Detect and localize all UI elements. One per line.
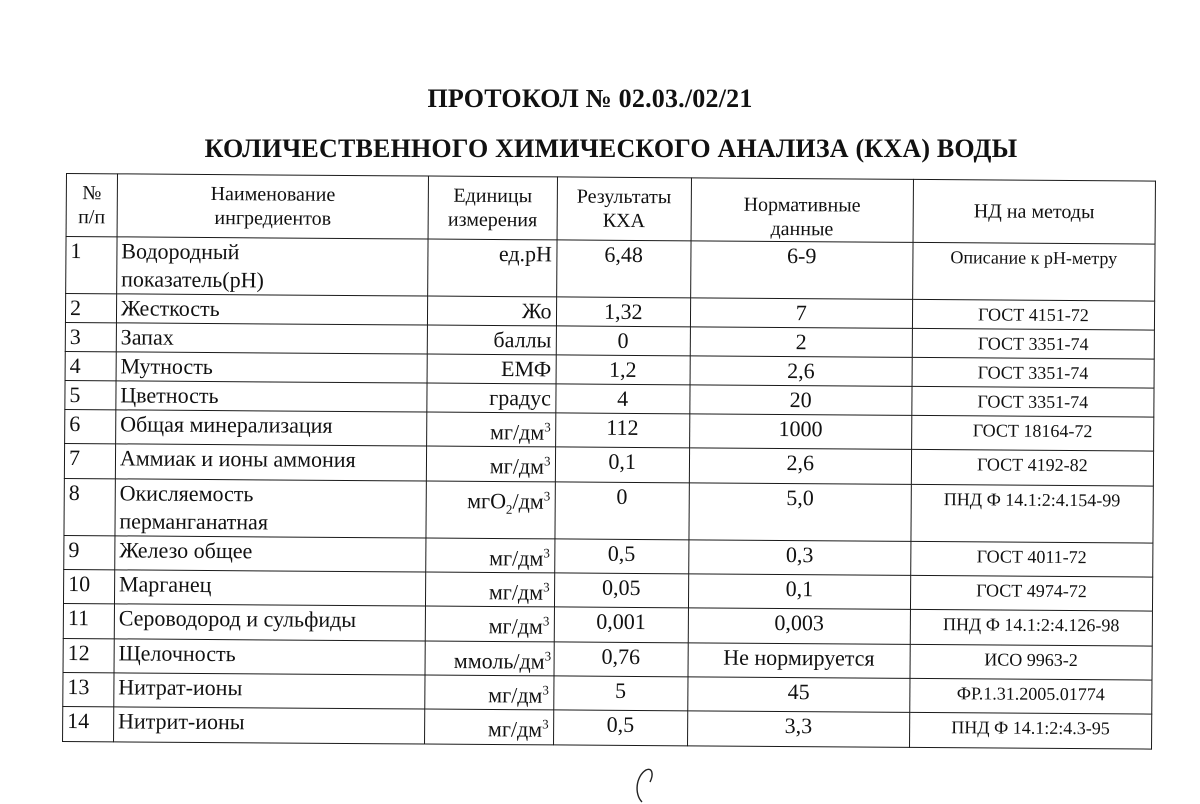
row-num: 11 <box>63 604 114 639</box>
header-num: № п/п <box>66 174 117 237</box>
row-nd: ГОСТ 4974-72 <box>910 575 1152 611</box>
row-name: Марганец <box>114 570 426 607</box>
row-nd: ГОСТ 4192-82 <box>911 450 1153 486</box>
header-norm: Нормативные данные <box>691 178 913 243</box>
row-result: 0,1 <box>555 447 690 482</box>
row-nd: ГОСТ 3351-74 <box>912 386 1154 417</box>
header-result: Результаты КХА <box>557 177 692 241</box>
row-norm: 2,6 <box>690 356 912 387</box>
row-unit: $мгО_2/дм^3$ <box>426 481 555 539</box>
row-name: Общая минерализация <box>115 410 427 447</box>
row-norm: 1000 <box>689 414 911 450</box>
protocol-title: ПРОТОКОЛ № 02.03./02/21 <box>427 84 753 113</box>
protocol-subtitle: КОЛИЧЕСТВЕННОГО ХИМИЧЕСКОГО АНАЛИЗА (КХА) ВОДЫ <box>204 134 1018 163</box>
row-norm: 6-9 <box>691 241 913 300</box>
row-result: 1,32 <box>556 297 691 327</box>
header-nd: НД на методы <box>913 179 1156 244</box>
row-nd: ГОСТ 3351-74 <box>912 357 1154 388</box>
row-result: 0,05 <box>554 573 689 608</box>
analysis-table <box>62 173 1156 749</box>
row-num: 9 <box>64 535 115 570</box>
row-unit: $мг/дм^3$ <box>426 572 554 607</box>
row-norm: 45 <box>688 677 910 713</box>
row-norm: 2 <box>690 327 912 358</box>
row-unit: баллы <box>428 325 556 355</box>
row-num: 4 <box>65 351 116 380</box>
row-unit: $мг/дм^3$ <box>426 606 554 641</box>
row-nd: ГОСТ 18164-72 <box>911 415 1153 451</box>
row-unit: $мг/дм^3$ <box>427 446 555 481</box>
row-unit: ед.pH <box>428 239 557 297</box>
header-unit: Единицы измерения <box>428 176 557 240</box>
row-num: 14 <box>63 707 114 742</box>
row-name: Водородный показатель(pH) <box>117 237 429 296</box>
row-num: 8 <box>64 478 115 535</box>
row-num: 12 <box>63 638 114 673</box>
table-row <box>63 707 1152 749</box>
row-nd: ПНД Ф 14.1:2:4.126-98 <box>910 610 1152 646</box>
table-row <box>64 478 1153 543</box>
row-result: 4 <box>555 384 690 414</box>
row-result: 0,76 <box>554 642 689 677</box>
row-name: Щелочность <box>114 638 426 675</box>
table-header-row <box>66 174 1155 245</box>
row-norm: 2,6 <box>689 448 911 484</box>
row-num: 3 <box>65 322 116 351</box>
row-unit: $мг/дм^3$ <box>425 709 553 744</box>
row-name: Окисляемость перманганатная <box>115 479 427 538</box>
row-result: 0,001 <box>554 607 689 642</box>
row-name: Жесткость <box>116 294 428 325</box>
row-result: 5 <box>553 676 688 711</box>
row-num: 1 <box>66 237 117 294</box>
row-num: 6 <box>65 409 116 444</box>
row-num: 5 <box>65 380 116 409</box>
row-name: Железо общее <box>115 536 427 573</box>
row-nd: ФР.1.31.2005.01774 <box>909 678 1151 714</box>
row-norm: 3,3 <box>687 711 909 747</box>
row-unit: градус <box>427 383 555 413</box>
row-name: Запах <box>116 323 428 354</box>
row-name: Сероводород и сульфиды <box>114 604 426 641</box>
row-result: 0 <box>556 326 691 356</box>
row-nd: ПНД Ф 14.1:2:4.154-99 <box>911 484 1154 543</box>
row-norm: 20 <box>690 385 912 416</box>
row-unit: ЕМФ <box>427 354 555 384</box>
row-nd: ГОСТ 4151-72 <box>912 299 1154 330</box>
row-name: Цветность <box>116 381 428 412</box>
row-name: Нитрит-ионы <box>113 707 425 744</box>
row-num: 10 <box>63 569 114 604</box>
row-num: 13 <box>63 672 114 707</box>
row-unit: ммоль/$дм^3$ <box>425 641 553 676</box>
row-unit: $мг/дм^3$ <box>426 538 554 573</box>
row-name: Нитрат-ионы <box>114 673 426 710</box>
row-result: 0,5 <box>554 539 689 574</box>
row-nd: ПНД Ф 14.1:2:4.3-95 <box>909 713 1151 749</box>
row-norm: 0,1 <box>688 574 910 610</box>
row-result: 6,48 <box>556 240 691 298</box>
row-result: 112 <box>555 413 690 448</box>
row-nd: Описание к pH-метру <box>912 242 1155 301</box>
row-norm: 0,3 <box>689 540 911 576</box>
row-result: 1,2 <box>556 355 691 385</box>
row-name: Мутность <box>116 352 428 383</box>
row-num: 7 <box>64 444 115 479</box>
row-name: Аммиак и ионы аммония <box>115 444 427 481</box>
row-unit: $мг/дм^3$ <box>425 675 553 710</box>
row-norm: 0,003 <box>688 608 910 644</box>
signature-mark <box>624 764 664 804</box>
row-num: 2 <box>65 294 116 323</box>
row-unit: $мг/дм^3$ <box>427 412 555 447</box>
table-row <box>66 237 1155 302</box>
row-nd: ИСО 9963-2 <box>910 644 1152 680</box>
row-nd: ГОСТ 4011-72 <box>910 541 1152 577</box>
row-result: 0 <box>554 482 689 540</box>
row-norm: 7 <box>690 298 912 329</box>
row-norm: 5,0 <box>689 483 911 542</box>
header-name: Наименование ингредиентов <box>117 174 429 239</box>
row-result: 0,5 <box>553 710 688 745</box>
row-norm: Не нормируется <box>688 642 910 678</box>
row-nd: ГОСТ 3351-74 <box>912 328 1154 359</box>
row-unit: Жо <box>428 296 556 326</box>
